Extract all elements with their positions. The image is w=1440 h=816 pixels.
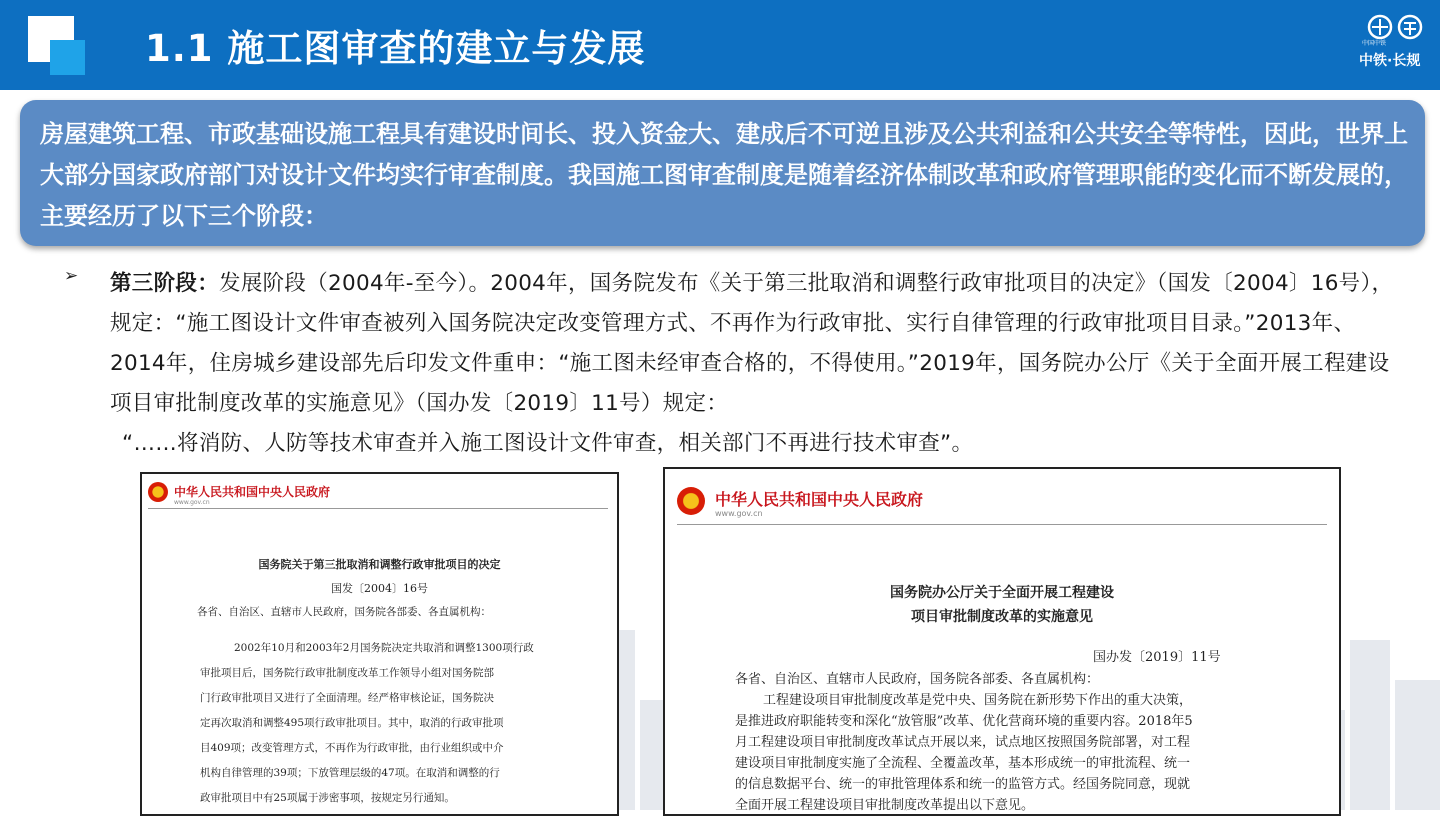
doc-body-line: 月工程建设项目审批制度改革试点开展以来，试点地区按照国务院部署，对工程 (735, 735, 1191, 750)
document-image-2004 (140, 472, 619, 816)
doc-body-line: 门行政审批项目又进行了全面清理。经严格审核论证，国务院决 (200, 692, 494, 704)
doc-title: 国务院关于第三批取消和调整行政审批项目的决定 (258, 558, 501, 571)
doc-url: www.gov.cn (715, 509, 763, 518)
brand-small-text: 中国中铁 (1362, 40, 1387, 47)
stage-text: 发展阶段（2004年-至今）。2004年，国务院发布《关于第三批取消和调整行政审批项目的决定》（国发〔2004〕16号），规定：“施工图设计文件审查被列入国务院决定改变管理方式、不再作为行政审批、实行自律管理的行政审批项目目录。”2013年、2014年，住房城乡建设部先后印发文件重申：“施工图未经审查合格的，不得使用。”2019年，国务院办公厅《关于全面开展工程建设项目审批制度改革的实施意见》（国办发〔2019〕11号）规定： (110, 271, 1394, 416)
company-logo (1350, 0, 1440, 90)
title-bar (0, 0, 1440, 90)
doc-body-line: 定再次取消和调整495项行政审批项目。其中，取消的行政审批项 (200, 717, 504, 729)
doc-recipients: 各省、自治区、直辖市人民政府，国务院各部委、各直属机构： (197, 606, 491, 618)
doc-recipients: 各省、自治区、直辖市人民政府，国务院各部委、各直属机构： (735, 672, 1100, 687)
doc-body-line: 机构自律管理的39项；下放管理层级的47项。在取消和调整的行 (200, 767, 500, 779)
slide-title: 1.1 施工图审查的建立与发展 (145, 27, 646, 70)
doc-url: www.gov.cn (174, 499, 210, 506)
stage-label: 第三阶段： (110, 271, 220, 296)
doc-body-line: 工程建设项目审批制度改革是党中央、国务院在新形势下作出的重大决策， (763, 693, 1193, 708)
doc-org-name: 中华人民共和国中央人民政府 (715, 490, 924, 509)
doc-body-line: 建设项目审批制度实施了全流程、全覆盖改革，基本形成统一的审批流程、统一 (735, 756, 1191, 771)
bullet-arrow-icon: ➢ (64, 266, 79, 286)
national-emblem-icon (148, 482, 168, 502)
doc-body-line: 的信息数据平台、统一的审批管理体系和统一的监管方式。经国务院同意，现就 (735, 777, 1191, 792)
doc-divider (677, 524, 1327, 525)
doc-number: 国办发〔2019〕11号 (1093, 650, 1221, 665)
stage-three-paragraph (110, 264, 1402, 464)
doc-body-line: 政审批项目中有25项属于涉密事项，按规定另行通知。 (200, 792, 455, 804)
doc-org-name: 中华人民共和国中央人民政府 (174, 485, 331, 499)
doc-title-line-1: 国务院办公厅关于全面开展工程建设 (890, 585, 1114, 601)
doc-title-line-2: 项目审批制度改革的实施意见 (911, 609, 1093, 625)
doc-body-line: 2002年10月和2003年2月国务院决定共取消和调整1300项行政 (234, 642, 534, 654)
brand-name: 中铁·长规 (1359, 53, 1421, 69)
doc-body-line: 全面开展工程建设项目审批制度改革提出以下意见。 (735, 798, 1035, 813)
logo-square-blue (50, 40, 85, 75)
stage-quote: “……将消防、人防等技术审查并入施工图设计文件审查，相关部门不再进行技术审查”。 (122, 431, 974, 456)
doc-number: 国发〔2004〕16号 (331, 582, 428, 595)
intro-text: 房屋建筑工程、市政基础设施工程具有建设时间长、投入资金大、建成后不可逆且涉及公共利益和公共安全等特性，因此，世界上大部分国家政府部门对设计文件均实行审查制度。我国施工图审查制度是随着经济体制改革和政府管理职能的变化而不断发展的，主要经历了以下三个阶段： (40, 120, 1408, 230)
doc-body-line: 审批项目后，国务院行政审批制度改革工作领导小组对国务院部 (200, 667, 494, 679)
intro-box (20, 100, 1425, 246)
doc-body-line: 是推进政府职能转变和深化“放管服”改革、优化营商环境的重要内容。2018年5 (735, 714, 1193, 729)
document-image-2019 (663, 467, 1341, 816)
national-emblem-icon (677, 487, 705, 515)
doc-body-line: 目409项；改变管理方式，不再作为行政审批，由行业组织或中介 (200, 742, 504, 754)
doc-divider (148, 508, 608, 509)
